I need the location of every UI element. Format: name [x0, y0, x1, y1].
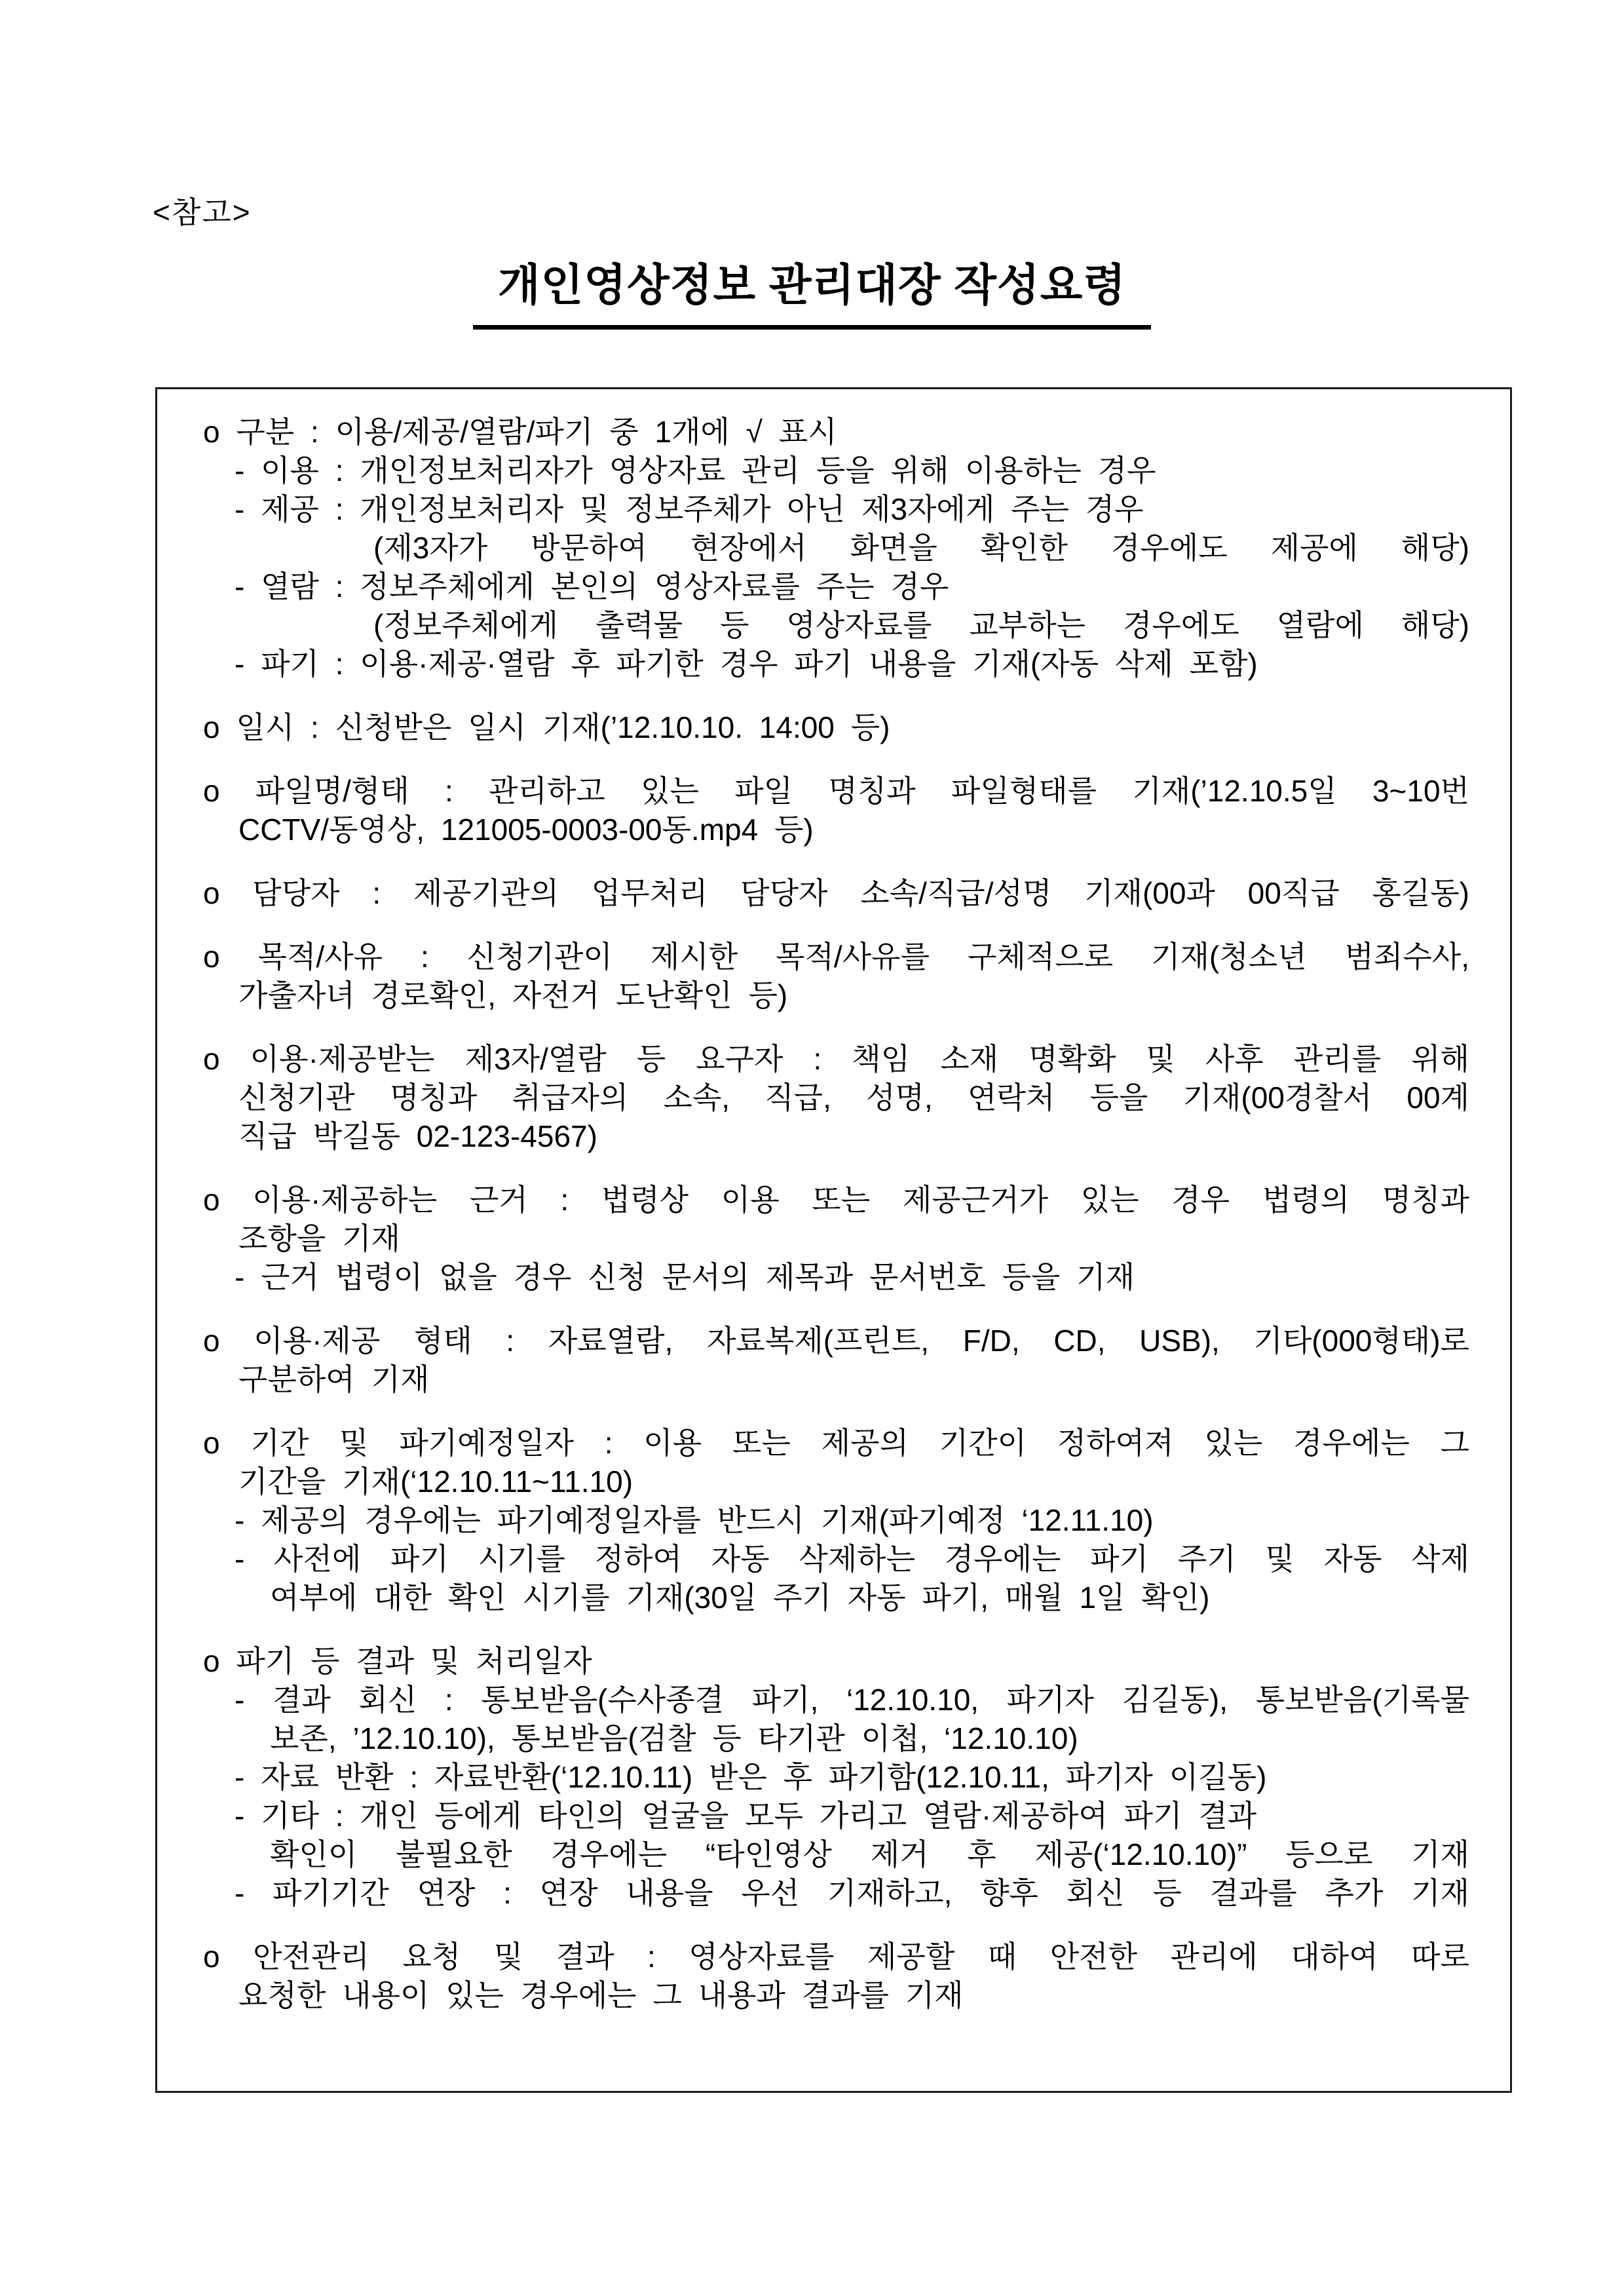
- content-box: [155, 387, 1512, 2093]
- text-line: 확인이 불필요한 경우에는 “타인영상 제거 후 제공(‘12.10.10)” 등으로 기재: [270, 1837, 1469, 1871]
- text-line: (제3자가 방문하여 현장에서 화면을 확인한 경우에도 제공에 해당): [373, 531, 1469, 565]
- text-line: 여부에 대한 확인 시기를 기재(30일 주기 자동 파기, 매월 1일 확인): [270, 1580, 1210, 1615]
- text-line: o 구분 : 이용/제공/열람/파기 중 1개에 √ 표시: [203, 415, 837, 449]
- text-line: - 자료 반환 : 자료반환(‘12.10.11) 받은 후 파기함(12.10.11, 파기자 이길동): [235, 1760, 1267, 1794]
- text-line: - 파기 : 이용·제공·열람 후 파기한 경우 파기 내용을 기재(자동 삭제 포함): [235, 647, 1258, 681]
- text-line: 직급 박길동 02-123-4567): [238, 1119, 597, 1153]
- text-line: - 이용 : 개인정보처리자가 영상자료 관리 등을 위해 이용하는 경우: [235, 453, 1156, 488]
- text-line: - 제공의 경우에는 파기예정일자를 반드시 기재(파기예정 ‘12.11.10): [235, 1503, 1154, 1537]
- text-line: o 이용·제공받는 제3자/열람 등 요구자 : 책임 소재 명확화 및 사후 관리를 위해: [203, 1042, 1469, 1076]
- text-line: 보존, ’12.10.10), 통보받음(검찰 등 타기관 이첩, ‘12.10.10): [270, 1721, 1078, 1755]
- bullet-paragraph-ilsi: [157, 708, 1469, 747]
- text-line: - 열람 : 정보주체에게 본인의 영상자료를 주는 경우: [235, 569, 949, 603]
- text-line: o 담당자 : 제공기관의 업무처리 담당자 소속/직급/성명 기재(00과 00직급 홍길동): [203, 876, 1469, 910]
- text-line: o 안전관리 요청 및 결과 : 영상자료를 제공할 때 안전한 관리에 대하여 따로: [203, 1940, 1469, 1974]
- text-line: 구분하여 기재: [238, 1362, 430, 1396]
- text-line: - 근거 법령이 없을 경우 신청 문서의 제목과 문서번호 등을 기재: [235, 1260, 1135, 1294]
- reference-tag: <참고>: [153, 195, 252, 229]
- text-line: o 목적/사유 : 신청기관이 제시한 목적/사유를 구체적으로 기재(청소년 범죄수사,: [203, 940, 1469, 974]
- bullet-paragraph-anjeongwanri: [157, 1938, 1469, 2015]
- text-line: - 사전에 파기 시기를 정하여 자동 삭제하는 경우에는 파기 주기 및 자동 삭제: [235, 1542, 1469, 1576]
- text-line: o 일시 : 신청받은 일시 기재(’12.10.10. 14:00 등): [203, 710, 890, 744]
- text-line: - 제공 : 개인정보처리자 및 정보주체가 아닌 제3자에게 주는 경우: [235, 492, 1144, 526]
- bullet-paragraph-gigan: [157, 1424, 1469, 1617]
- text-line: o 이용·제공하는 근거 : 법령상 이용 또는 제공근거가 있는 경우 법령의 명칭과: [203, 1183, 1469, 1217]
- page-title: 개인영상정보 관리대장 작성요령: [473, 250, 1151, 330]
- bullet-paragraph-geungeo: [157, 1181, 1469, 1297]
- text-line: o 이용·제공 형태 : 자료열람, 자료복제(프린트, F/D, CD, USB), 기타(000형태)로: [203, 1324, 1469, 1358]
- text-line: - 기타 : 개인 등에게 타인의 얼굴을 모두 가리고 열람·제공하여 파기 결과: [235, 1799, 1257, 1833]
- bullet-paragraph-pagi-gyeolgwa: [157, 1642, 1469, 1913]
- bullet-paragraph-yoguja: [157, 1040, 1469, 1156]
- text-line: - 파기기간 연장 : 연장 내용을 우선 기재하고, 향후 회신 등 결과를 추가 기재: [235, 1876, 1469, 1910]
- bullet-paragraph-filename: [157, 772, 1469, 849]
- bullet-paragraph-mokjeok: [157, 938, 1469, 1015]
- text-line: o 기간 및 파기예정일자 : 이용 또는 제공의 기간이 정하여져 있는 경우에는 그: [203, 1426, 1469, 1460]
- text-line: (정보주체에게 출력물 등 영상자료를 교부하는 경우에도 열람에 해당): [373, 608, 1469, 642]
- text-line: 기간을 기재(‘12.10.11~11.10): [238, 1464, 633, 1499]
- text-line: o 파기 등 결과 및 처리일자: [203, 1644, 592, 1678]
- text-line: 조항을 기재: [238, 1221, 400, 1255]
- text-line: o 파일명/형태 : 관리하고 있는 파일 명칭과 파일형태를 기재(’12.10.5일 3~10번: [203, 774, 1469, 808]
- text-line: 가출자녀 경로확인, 자전거 도난확인 등): [238, 978, 788, 1012]
- bullet-paragraph-hyeongtae: [157, 1322, 1469, 1399]
- text-line: - 결과 회신 : 통보받음(수사종결 파기, ‘12.10.10, 파기자 김길동), 통보받음(기록물: [235, 1683, 1469, 1717]
- bullet-paragraph-gubun: [157, 413, 1469, 683]
- title-row: [0, 250, 1624, 330]
- bullet-paragraph-damdangja: [157, 874, 1469, 913]
- text-line: 요청한 내용이 있는 경우에는 그 내용과 결과를 기재: [238, 1978, 964, 2012]
- text-line: CCTV/동영상, 121005-0003-00동.mp4 등): [238, 813, 814, 847]
- text-line: 신청기관 명칭과 취급자의 소속, 직급, 성명, 연락처 등을 기재(00경찰서 00계: [238, 1081, 1469, 1115]
